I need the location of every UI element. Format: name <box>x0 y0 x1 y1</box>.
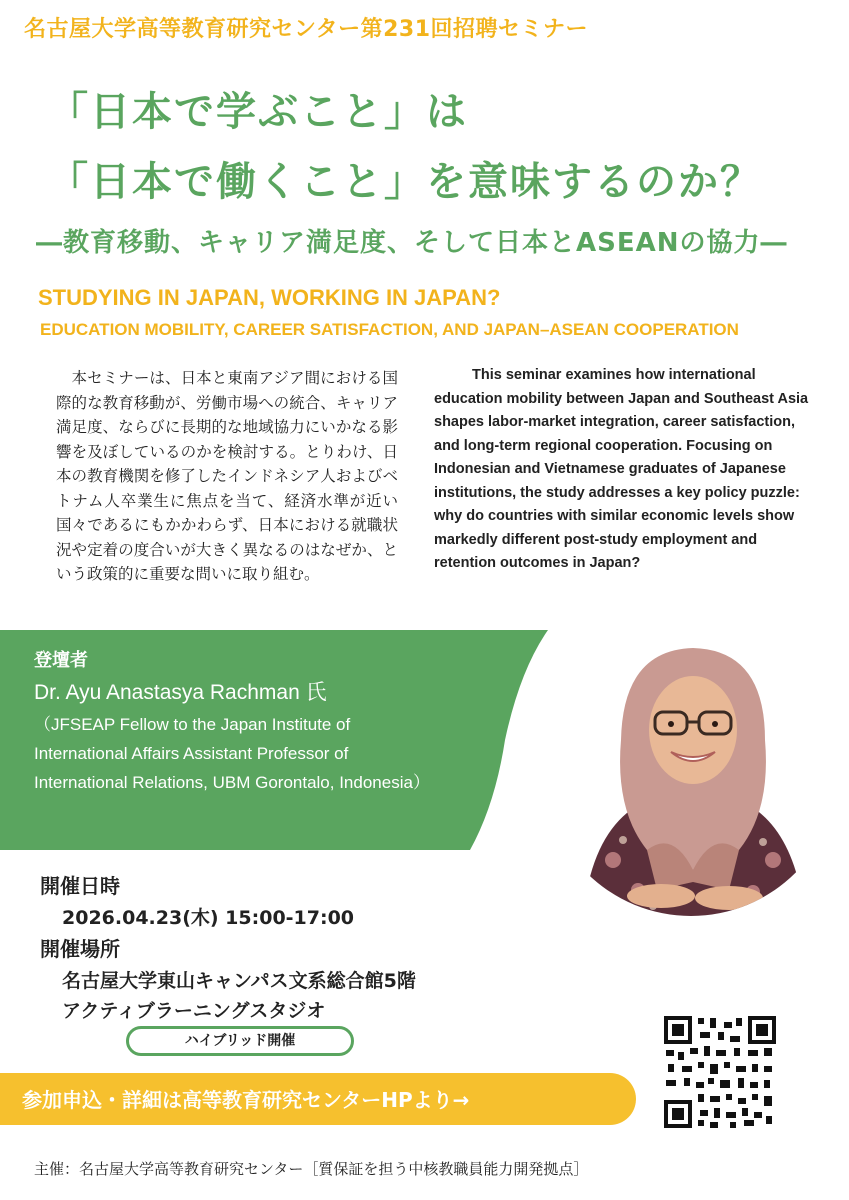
qr-code-icon[interactable] <box>664 1016 776 1128</box>
speaker-name: Dr. Ayu Anastasya Rachman 氏 <box>34 681 327 704</box>
venue-line2: アクティブラーニングスタジオ <box>62 1000 326 1022</box>
date-label: 開催日時 <box>40 874 120 898</box>
page-title-line1: 「日本で学ぶこと」は <box>48 89 468 135</box>
page-title-line2: 「日本で働くこと」を意味するのか？ <box>48 159 762 205</box>
signup-link[interactable]: 参加申込・詳細は高等教育研究センターHPより→ <box>22 1088 470 1112</box>
english-title: STUDYING IN JAPAN, WORKING IN JAPAN? <box>38 285 501 310</box>
speaker-photo <box>543 620 839 916</box>
venue-label: 開催場所 <box>40 937 120 961</box>
abstract-english: This seminar examines how international education mobility between Japan and Southeast Asia shapes labor-market integration, career satisfaction, and long-term regional cooperation. Focusing on Indonesian and Vietnamese graduates of Japanese institutions, the study addresses a key policy puzzle: why do countries with similar economic levels show markedly different post-study employment and retention outcomes in Japan? <box>434 367 809 571</box>
organizer-footer: 主催：名古屋大学高等教育研究センター［質保証を担う中核教職員能力開発拠点］ <box>34 1160 589 1178</box>
date-value: 2026.04.23(木) 15:00-17:00 <box>62 907 355 929</box>
english-subtitle: EDUCATION MOBILITY, CAREER SATISFACTION, AND JAPAN–ASEAN COOPERATION <box>40 320 739 339</box>
hybrid-badge: ハイブリッド開催 <box>126 1026 354 1056</box>
speaker-label: 登壇者 <box>34 650 88 671</box>
page-subtitle: ―教育移動、キャリア満足度、そして日本とASEANの協力― <box>36 228 788 258</box>
abstract-japanese: 本セミナーは、日本と東南アジア間における国際的な教育移動が、労働市場への統合、キャリア満足度、ならびに長期的な地域協力にいかなる影響を及ぼしているのかを検討する。とりわけ、日本の教育機関を修了したインドネシア人およびベトナム人卒業生に焦点を当て、経済水準が近い国々であるにもかかわらず、日本における就職状況や定着の度合いが大きく異なるのはなぜか、という政策的に重要な問いに取り組む。 <box>56 369 398 583</box>
venue-line1: 名古屋大学東山キャンパス文系総合館5階 <box>62 970 416 992</box>
speaker-affiliation: （JFSEAP Fellow to the Japan Institute of International Affairs Assistant Professor of International Relations, UBM Gorontalo, Indonesia） <box>34 715 430 792</box>
org-title: 名古屋大学高等教育研究センター第231回招聘セミナー <box>24 17 589 42</box>
